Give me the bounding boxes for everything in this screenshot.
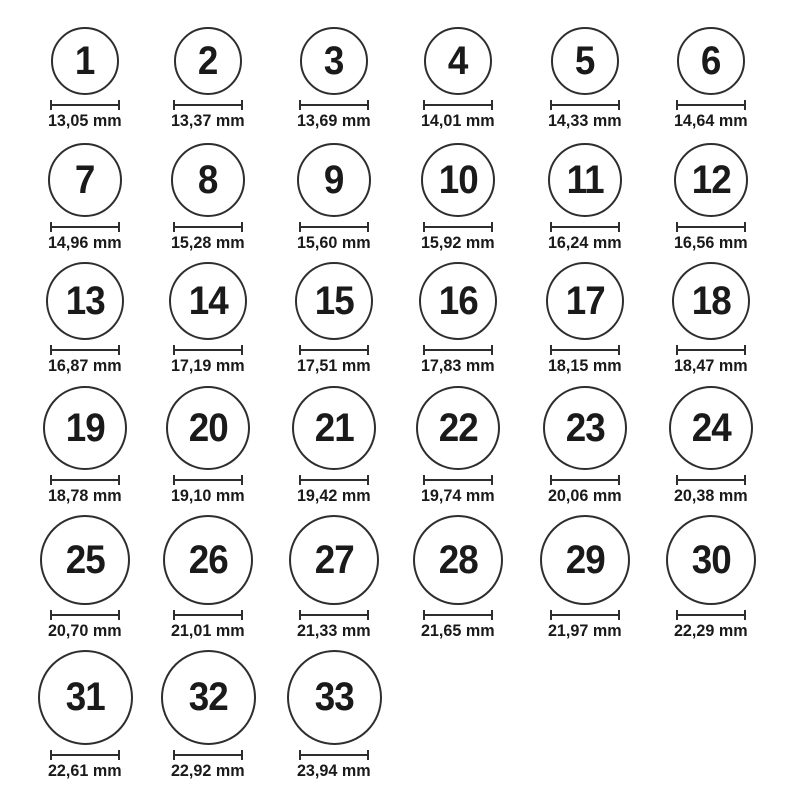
ring-circle bbox=[48, 143, 122, 217]
ring-size-cell bbox=[649, 515, 773, 641]
ring-circle bbox=[38, 650, 133, 745]
ring-circle bbox=[413, 515, 503, 605]
ring-size-cell bbox=[23, 650, 147, 781]
diameter-label: 15,92 mm bbox=[421, 233, 495, 252]
ring-size-number: 17 bbox=[565, 279, 605, 323]
diameter-label: 15,60 mm bbox=[297, 233, 371, 252]
ring-size-number: 14 bbox=[188, 279, 228, 323]
diameter-measure bbox=[299, 475, 369, 485]
diameter-measure bbox=[423, 345, 493, 355]
ring-size-cell bbox=[272, 262, 396, 376]
measure-tick-right bbox=[241, 610, 243, 620]
ring-circle bbox=[40, 515, 130, 605]
measure-line bbox=[550, 479, 620, 481]
ring-circle bbox=[551, 27, 619, 95]
ring-size-number: 28 bbox=[438, 538, 478, 582]
ring-size-cell bbox=[23, 27, 147, 131]
ring-size-number: 6 bbox=[701, 39, 721, 83]
ring-circle bbox=[543, 386, 627, 470]
measure-tick-right bbox=[491, 345, 493, 355]
ring-circle bbox=[171, 143, 245, 217]
diameter-label: 21,65 mm bbox=[421, 621, 495, 640]
ring-size-number: 12 bbox=[691, 158, 731, 202]
ring-circle bbox=[421, 143, 495, 217]
diameter-measure bbox=[50, 345, 120, 355]
ring-size-number: 24 bbox=[691, 406, 731, 450]
ring-size-cell bbox=[396, 27, 520, 131]
ring-circle bbox=[46, 262, 124, 340]
diameter-label: 20,70 mm bbox=[48, 621, 122, 640]
measure-tick-right bbox=[367, 610, 369, 620]
ring-size-number: 4 bbox=[448, 39, 468, 83]
ring-circle bbox=[674, 143, 748, 217]
measure-tick-right bbox=[118, 345, 120, 355]
measure-line bbox=[550, 104, 620, 106]
measure-line bbox=[676, 349, 746, 351]
ring-circle bbox=[51, 27, 119, 95]
measure-line bbox=[299, 349, 369, 351]
diameter-measure bbox=[299, 222, 369, 232]
diameter-label: 16,87 mm bbox=[48, 356, 122, 375]
ring-size-cell bbox=[396, 515, 520, 641]
measure-tick-right bbox=[241, 222, 243, 232]
ring-size-number: 5 bbox=[575, 39, 595, 83]
ring-circle bbox=[297, 143, 371, 217]
ring-circle bbox=[295, 262, 373, 340]
ring-size-cell bbox=[396, 386, 520, 506]
measure-line bbox=[299, 754, 369, 756]
ring-size-number: 10 bbox=[438, 158, 478, 202]
measure-line bbox=[173, 479, 243, 481]
ring-circle bbox=[287, 650, 382, 745]
measure-tick-right bbox=[744, 100, 746, 110]
diameter-measure bbox=[423, 610, 493, 620]
ring-size-number: 27 bbox=[314, 538, 354, 582]
diameter-label: 19,42 mm bbox=[297, 486, 371, 505]
measure-line bbox=[423, 349, 493, 351]
measure-line bbox=[50, 614, 120, 616]
measure-tick-right bbox=[118, 610, 120, 620]
measure-line bbox=[50, 479, 120, 481]
ring-size-cell bbox=[146, 27, 270, 131]
ring-size-cell bbox=[146, 262, 270, 376]
diameter-measure bbox=[50, 100, 120, 110]
ring-size-cell bbox=[272, 650, 396, 781]
measure-tick-right bbox=[118, 475, 120, 485]
ring-size-number: 2 bbox=[198, 39, 218, 83]
ring-circle bbox=[672, 262, 750, 340]
ring-size-cell bbox=[272, 27, 396, 131]
measure-line bbox=[423, 226, 493, 228]
ring-size-number: 13 bbox=[65, 279, 105, 323]
measure-tick-right bbox=[367, 222, 369, 232]
ring-size-number: 8 bbox=[198, 158, 218, 202]
diameter-measure bbox=[173, 345, 243, 355]
diameter-label: 13,69 mm bbox=[297, 111, 371, 130]
measure-tick-right bbox=[241, 100, 243, 110]
ring-size-cell bbox=[272, 515, 396, 641]
ring-size-number: 15 bbox=[314, 279, 354, 323]
ring-circle bbox=[424, 27, 492, 95]
diameter-label: 20,38 mm bbox=[674, 486, 748, 505]
diameter-label: 16,56 mm bbox=[674, 233, 748, 252]
ring-size-number: 20 bbox=[188, 406, 228, 450]
ring-size-number: 23 bbox=[565, 406, 605, 450]
diameter-measure bbox=[299, 345, 369, 355]
ring-size-number: 22 bbox=[438, 406, 478, 450]
ring-circle bbox=[300, 27, 368, 95]
measure-line bbox=[50, 349, 120, 351]
ring-size-number: 26 bbox=[188, 538, 228, 582]
diameter-label: 14,33 mm bbox=[548, 111, 622, 130]
measure-tick-right bbox=[241, 345, 243, 355]
ring-size-number: 21 bbox=[314, 406, 354, 450]
ring-circle bbox=[166, 386, 250, 470]
diameter-label: 18,47 mm bbox=[674, 356, 748, 375]
ring-size-cell bbox=[272, 386, 396, 506]
diameter-label: 21,01 mm bbox=[171, 621, 245, 640]
ring-size-number: 19 bbox=[65, 406, 105, 450]
ring-size-cell bbox=[146, 650, 270, 781]
ring-size-number: 33 bbox=[314, 675, 354, 719]
measure-line bbox=[50, 226, 120, 228]
diameter-label: 23,94 mm bbox=[297, 760, 371, 780]
diameter-label: 22,61 mm bbox=[48, 760, 122, 780]
measure-tick-right bbox=[491, 610, 493, 620]
ring-circle bbox=[419, 262, 497, 340]
diameter-label: 21,97 mm bbox=[548, 621, 622, 640]
ring-size-number: 3 bbox=[324, 39, 344, 83]
measure-line bbox=[299, 614, 369, 616]
ring-circle bbox=[289, 515, 379, 605]
diameter-label: 19,74 mm bbox=[421, 486, 495, 505]
measure-tick-right bbox=[367, 475, 369, 485]
ring-size-number: 25 bbox=[65, 538, 105, 582]
ring-circle bbox=[548, 143, 622, 217]
ring-circle bbox=[163, 515, 253, 605]
ring-circle bbox=[43, 386, 127, 470]
diameter-label: 20,06 mm bbox=[548, 486, 622, 505]
measure-tick-right bbox=[744, 610, 746, 620]
diameter-label: 18,78 mm bbox=[48, 486, 122, 505]
ring-size-number: 7 bbox=[75, 158, 95, 202]
measure-tick-right bbox=[367, 100, 369, 110]
measure-line bbox=[50, 104, 120, 106]
measure-tick-right bbox=[744, 222, 746, 232]
diameter-measure bbox=[173, 100, 243, 110]
diameter-measure bbox=[173, 475, 243, 485]
diameter-label: 17,19 mm bbox=[171, 356, 245, 375]
diameter-measure bbox=[676, 222, 746, 232]
ring-size-cell bbox=[396, 143, 520, 253]
diameter-measure bbox=[173, 610, 243, 620]
measure-line bbox=[550, 226, 620, 228]
ring-size-cell bbox=[523, 27, 647, 131]
diameter-measure bbox=[50, 222, 120, 232]
diameter-measure bbox=[423, 100, 493, 110]
ring-circle bbox=[666, 515, 756, 605]
ring-circle bbox=[677, 27, 745, 95]
measure-line bbox=[550, 349, 620, 351]
diameter-measure bbox=[676, 610, 746, 620]
ring-circle bbox=[161, 650, 256, 745]
ring-size-cell bbox=[523, 262, 647, 376]
diameter-measure bbox=[299, 100, 369, 110]
measure-line bbox=[173, 614, 243, 616]
diameter-label: 13,05 mm bbox=[48, 111, 122, 130]
measure-tick-right bbox=[491, 100, 493, 110]
diameter-label: 13,37 mm bbox=[171, 111, 245, 130]
diameter-measure bbox=[50, 750, 120, 760]
measure-tick-right bbox=[618, 345, 620, 355]
ring-circle bbox=[540, 515, 630, 605]
ring-size-cell bbox=[23, 515, 147, 641]
ring-circle bbox=[174, 27, 242, 95]
ring-size-cell bbox=[146, 386, 270, 506]
diameter-measure bbox=[676, 345, 746, 355]
ring-size-number: 11 bbox=[566, 158, 604, 202]
diameter-measure bbox=[173, 750, 243, 760]
diameter-measure bbox=[550, 100, 620, 110]
measure-tick-right bbox=[241, 750, 243, 760]
measure-line bbox=[173, 349, 243, 351]
measure-tick-right bbox=[618, 475, 620, 485]
ring-size-cell bbox=[649, 27, 773, 131]
diameter-label: 17,51 mm bbox=[297, 356, 371, 375]
measure-line bbox=[299, 226, 369, 228]
diameter-measure bbox=[423, 222, 493, 232]
measure-tick-right bbox=[118, 100, 120, 110]
measure-line bbox=[550, 614, 620, 616]
diameter-measure bbox=[550, 222, 620, 232]
measure-line bbox=[173, 754, 243, 756]
diameter-label: 14,64 mm bbox=[674, 111, 748, 130]
measure-line bbox=[676, 614, 746, 616]
measure-tick-right bbox=[744, 475, 746, 485]
diameter-label: 18,15 mm bbox=[548, 356, 622, 375]
ring-size-cell bbox=[396, 262, 520, 376]
measure-tick-right bbox=[241, 475, 243, 485]
ring-circle bbox=[546, 262, 624, 340]
diameter-label: 22,92 mm bbox=[171, 760, 245, 780]
ring-size-cell bbox=[523, 143, 647, 253]
measure-tick-right bbox=[118, 750, 120, 760]
measure-tick-right bbox=[367, 750, 369, 760]
ring-size-number: 18 bbox=[691, 279, 731, 323]
ring-size-cell bbox=[649, 262, 773, 376]
ring-circle bbox=[416, 386, 500, 470]
ring-size-cell bbox=[146, 515, 270, 641]
measure-line bbox=[299, 104, 369, 106]
measure-tick-right bbox=[491, 475, 493, 485]
measure-tick-right bbox=[618, 610, 620, 620]
measure-line bbox=[676, 104, 746, 106]
ring-size-number: 30 bbox=[691, 538, 731, 582]
measure-line bbox=[173, 226, 243, 228]
measure-line bbox=[423, 614, 493, 616]
ring-size-cell bbox=[272, 143, 396, 253]
ring-size-cell bbox=[649, 386, 773, 506]
diameter-label: 19,10 mm bbox=[171, 486, 245, 505]
measure-line bbox=[676, 226, 746, 228]
measure-tick-right bbox=[618, 222, 620, 232]
ring-circle bbox=[169, 262, 247, 340]
diameter-measure bbox=[299, 750, 369, 760]
measure-tick-right bbox=[118, 222, 120, 232]
ring-size-cell bbox=[23, 386, 147, 506]
ring-size-number: 29 bbox=[565, 538, 605, 582]
measure-line bbox=[50, 754, 120, 756]
measure-line bbox=[173, 104, 243, 106]
measure-tick-right bbox=[618, 100, 620, 110]
diameter-label: 21,33 mm bbox=[297, 621, 371, 640]
ring-circle bbox=[292, 386, 376, 470]
ring-size-number: 32 bbox=[188, 675, 228, 719]
ring-size-cell bbox=[23, 262, 147, 376]
ring-size-number: 1 bbox=[75, 39, 95, 83]
diameter-measure bbox=[550, 610, 620, 620]
measure-line bbox=[423, 479, 493, 481]
diameter-measure bbox=[676, 475, 746, 485]
diameter-label: 22,29 mm bbox=[674, 621, 748, 640]
measure-tick-right bbox=[367, 345, 369, 355]
ring-size-number: 16 bbox=[438, 279, 478, 323]
ring-size-number: 31 bbox=[65, 675, 105, 719]
measure-line bbox=[423, 104, 493, 106]
ring-size-cell bbox=[23, 143, 147, 253]
diameter-measure bbox=[423, 475, 493, 485]
diameter-label: 15,28 mm bbox=[171, 233, 245, 252]
diameter-label: 14,96 mm bbox=[48, 233, 122, 252]
ring-size-number: 9 bbox=[324, 158, 344, 202]
measure-tick-right bbox=[491, 222, 493, 232]
ring-size-cell bbox=[523, 386, 647, 506]
ring-size-cell bbox=[146, 143, 270, 253]
diameter-measure bbox=[50, 610, 120, 620]
measure-line bbox=[676, 479, 746, 481]
ring-size-cell bbox=[649, 143, 773, 253]
diameter-label: 16,24 mm bbox=[548, 233, 622, 252]
ring-circle bbox=[669, 386, 753, 470]
diameter-label: 17,83 mm bbox=[421, 356, 495, 375]
diameter-measure bbox=[550, 345, 620, 355]
ring-size-cell bbox=[523, 515, 647, 641]
diameter-measure bbox=[676, 100, 746, 110]
diameter-measure bbox=[173, 222, 243, 232]
diameter-measure bbox=[50, 475, 120, 485]
diameter-measure bbox=[550, 475, 620, 485]
diameter-measure bbox=[299, 610, 369, 620]
measure-tick-right bbox=[744, 345, 746, 355]
diameter-label: 14,01 mm bbox=[421, 111, 495, 130]
measure-line bbox=[299, 479, 369, 481]
